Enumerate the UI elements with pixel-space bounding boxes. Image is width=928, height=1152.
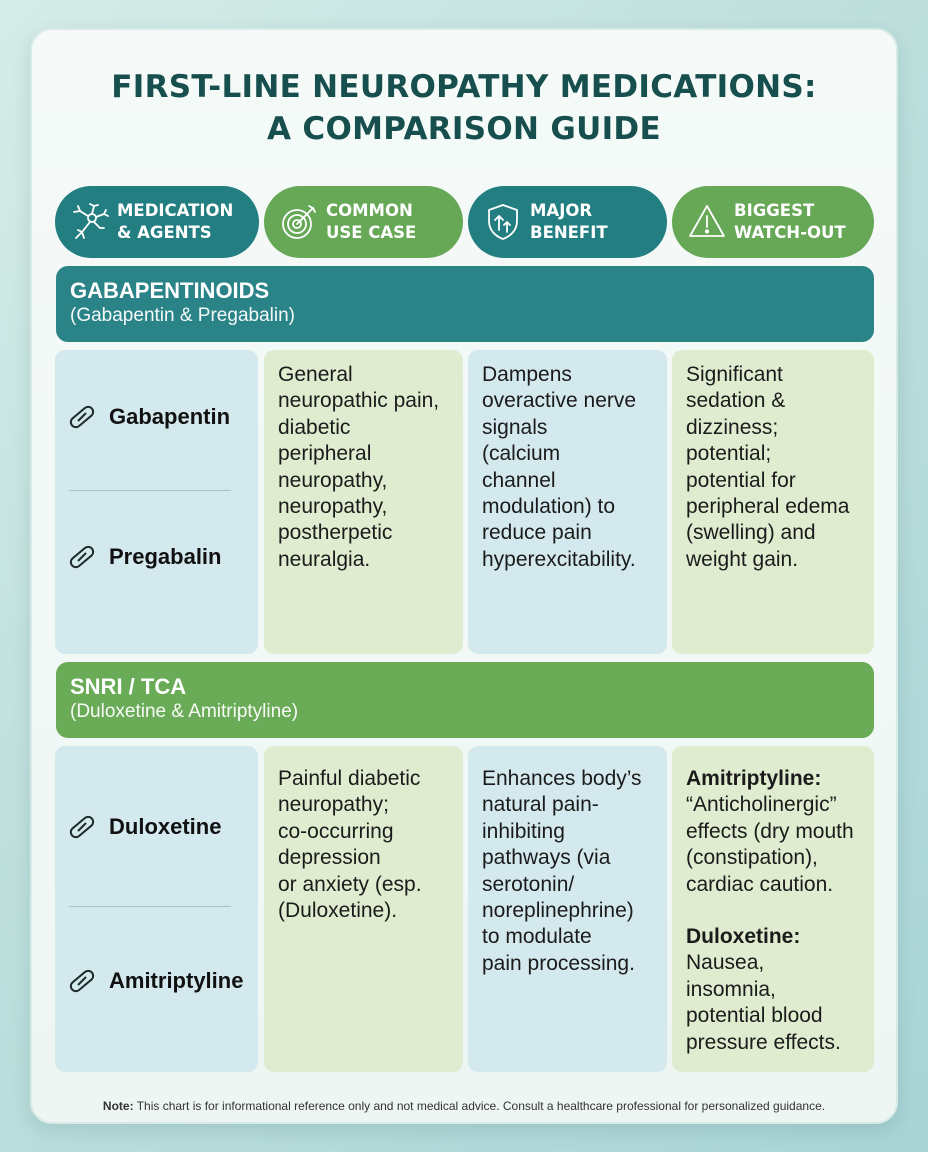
agent-item: [67, 966, 243, 996]
agent-name: Pregabalin: [109, 543, 222, 569]
agent-divider: [69, 490, 231, 491]
note-label: Note:: [102, 1099, 134, 1113]
use-case-cell: General neuropathic pain, diabetic peripheral neuropathy, neuropathy, postherpetic neuralgia.: [264, 350, 463, 654]
watch-out-text-duloxetine: Nausea, insomnia, potential blood pressure effects.: [686, 951, 841, 1054]
title-line-1: FIRST-LINE NEUROPATHY MEDICATIONS:: [111, 69, 817, 105]
agent-item: [67, 542, 221, 572]
header-label: BIGGEST WATCH-OUT: [734, 201, 846, 242]
header-label: MAJOR BENEFIT: [530, 201, 608, 242]
agents-cell: [55, 746, 258, 1072]
agent-item: [67, 402, 230, 432]
shield-arrow-icon: [468, 202, 530, 242]
use-case-cell: Painful diabetic neuropathy; co-occurring depression or anxiety (esp. (Duloxetine).: [264, 746, 463, 1072]
agent-name: Amitriptyline: [109, 967, 244, 993]
group-subtitle: (Duloxetine & Amitriptyline): [70, 701, 299, 722]
watch-out-heading-duloxetine: Duloxetine:: [686, 925, 801, 949]
target-icon: [264, 202, 326, 242]
group-title: GABAPENTINOIDS: [70, 278, 270, 303]
watch-out-cell: Significant sedation & dizziness; potential; potential for peripheral edema (swelling) and weight gain.: [672, 350, 874, 654]
group-subtitle: (Gabapentin & Pregabalin): [70, 305, 295, 326]
pill-icon: [67, 402, 97, 432]
agent-name: Gabapentin: [109, 403, 231, 429]
header-medication-agents: [55, 186, 259, 258]
watch-out-text-amitriptyline: “Anticholinergic” effects (dry mouth (constipation), cardiac caution.: [686, 793, 854, 896]
pill-icon: [67, 542, 97, 572]
watch-out-heading-amitriptyline: Amitriptyline:: [686, 767, 822, 790]
header-label: MEDICATION & AGENTS: [117, 201, 234, 242]
agent-divider: [69, 906, 231, 907]
watch-out-cell: [672, 746, 874, 1072]
header-major-benefit: [468, 186, 667, 258]
header-common-use-case: [264, 186, 463, 258]
group-title: SNRI / TCA: [70, 674, 187, 699]
title-line-2: A COMPARISON GUIDE: [267, 111, 661, 147]
header-label: COMMON USE CASE: [326, 201, 417, 242]
disclaimer-note: [0, 1099, 928, 1113]
warning-icon: [672, 202, 734, 242]
benefit-cell: Enhances body’s natural pain- inhibiting pathways (via serotonin/ noreplinephrine) to modulate pain processing.: [468, 746, 667, 1072]
pill-icon: [67, 812, 97, 842]
note-text: This chart is for informational reference only and not medical advice. Consult a healthcare professional for personalized guidance.: [133, 1099, 826, 1113]
header-biggest-watch-out: [672, 186, 874, 258]
group-band-gabapentinoids: [56, 266, 874, 342]
agents-cell: [55, 350, 258, 654]
group-band-snri-tca: [56, 662, 874, 738]
page-title: [0, 66, 928, 150]
benefit-cell: Dampens overactive nerve signals (calcium channel modulation) to reduce pain hyperexcitability.: [468, 350, 667, 654]
agent-name: Duloxetine: [109, 813, 222, 839]
neuron-icon: [55, 202, 117, 242]
agent-item: [67, 812, 221, 842]
pill-icon: [67, 966, 97, 996]
